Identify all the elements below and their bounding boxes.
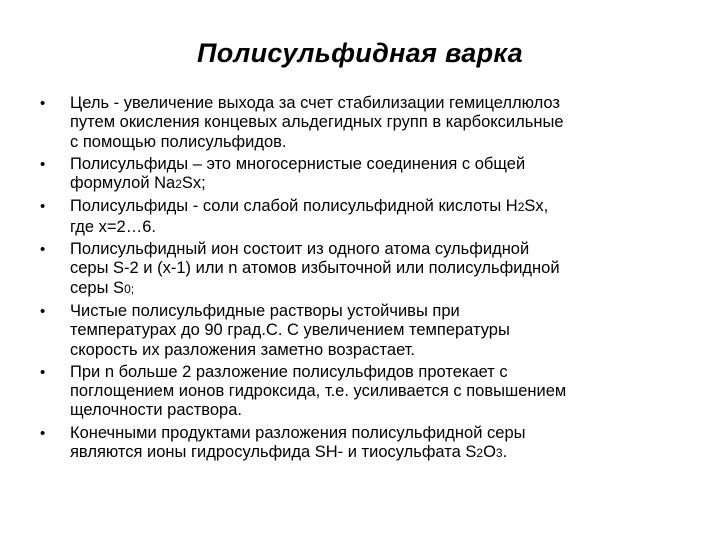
bullet-text-line: При n больше 2 разложение полисульфидов протекает с <box>70 362 508 381</box>
formula-subscript: 2 <box>175 177 182 192</box>
bullet-text-line: с помощью полисульфидов. <box>70 132 287 151</box>
bullet-item-stability <box>40 302 690 360</box>
bullet-text-line <box>70 279 690 299</box>
bullet-text-line: путем окисления концевых альдегидных групп в карбоксильные <box>70 113 564 132</box>
bullet-dot-icon: • <box>40 155 46 173</box>
slide-title: Полисульфидная варка <box>197 38 523 68</box>
bullet-text-line: скорость их разложения заметно возрастает. <box>70 340 416 359</box>
formula-text: Sx, <box>524 197 549 216</box>
bullet-text-line: Конечными продуктами разложения полисульфидной серы <box>70 423 526 442</box>
formula-text: O <box>483 443 496 462</box>
formula-text: являются ионы гидросульфида SH- и тиосульфата S <box>70 443 477 462</box>
bullet-text-line: щелочности раствора. <box>70 401 242 420</box>
bullet-item-goal <box>40 94 690 152</box>
bullet-item-ion <box>40 240 690 299</box>
bullet-dot-icon: • <box>40 241 46 259</box>
formula-text: Sx; <box>181 174 206 193</box>
formula-text: формулой Na <box>70 174 176 193</box>
bullet-dot-icon: • <box>40 302 46 320</box>
bullet-text-line: где x=2…6. <box>70 217 156 236</box>
formula-subscript: 2 <box>517 200 525 215</box>
formula-subscript: 3 <box>495 446 503 461</box>
bullet-dot-icon: • <box>40 95 46 112</box>
bullet-text-line: Чистые полисульфидные растворы устойчивы при <box>70 301 460 320</box>
bullet-dot-icon: • <box>40 424 46 442</box>
bullet-text-line: поглощением ионов гидроксида, т.е. усиливается с повышением <box>70 382 567 401</box>
bullet-item-products <box>40 424 690 464</box>
bullet-item-decomposition <box>40 363 690 421</box>
bullet-item-salts <box>40 197 690 237</box>
bullet-list <box>40 94 690 466</box>
bullet-text-line: Полисульфиды – это многосернистые соединения с общей <box>70 154 526 173</box>
bullet-item-definition <box>40 155 690 195</box>
bullet-text-line <box>70 197 690 217</box>
formula-subscript: 0; <box>124 281 135 296</box>
bullet-text-line: температурах до 90 град.С. С увеличением температуры <box>70 321 510 340</box>
formula-text: Полисульфиды - соли слабой полисульфидной кислоты H <box>70 197 518 216</box>
bullet-dot-icon: • <box>40 198 46 216</box>
formula-text: серы S <box>70 278 125 297</box>
bullet-text-line: Цель - увеличение выхода за счет стабилизации гемицеллюлоз <box>70 94 560 112</box>
bullet-text-line: серы S-2 и (x-1) или n атомов избыточной или полисульфидной <box>70 259 560 278</box>
formula-subscript: 2 <box>476 446 484 461</box>
formula-text: . <box>502 443 508 462</box>
bullet-text-line: Полисульфидный ион состоит из одного атома сульфидной <box>70 240 530 259</box>
bullet-text-line <box>70 174 690 194</box>
bullet-text-line <box>70 443 690 463</box>
bullet-dot-icon: • <box>40 363 46 381</box>
